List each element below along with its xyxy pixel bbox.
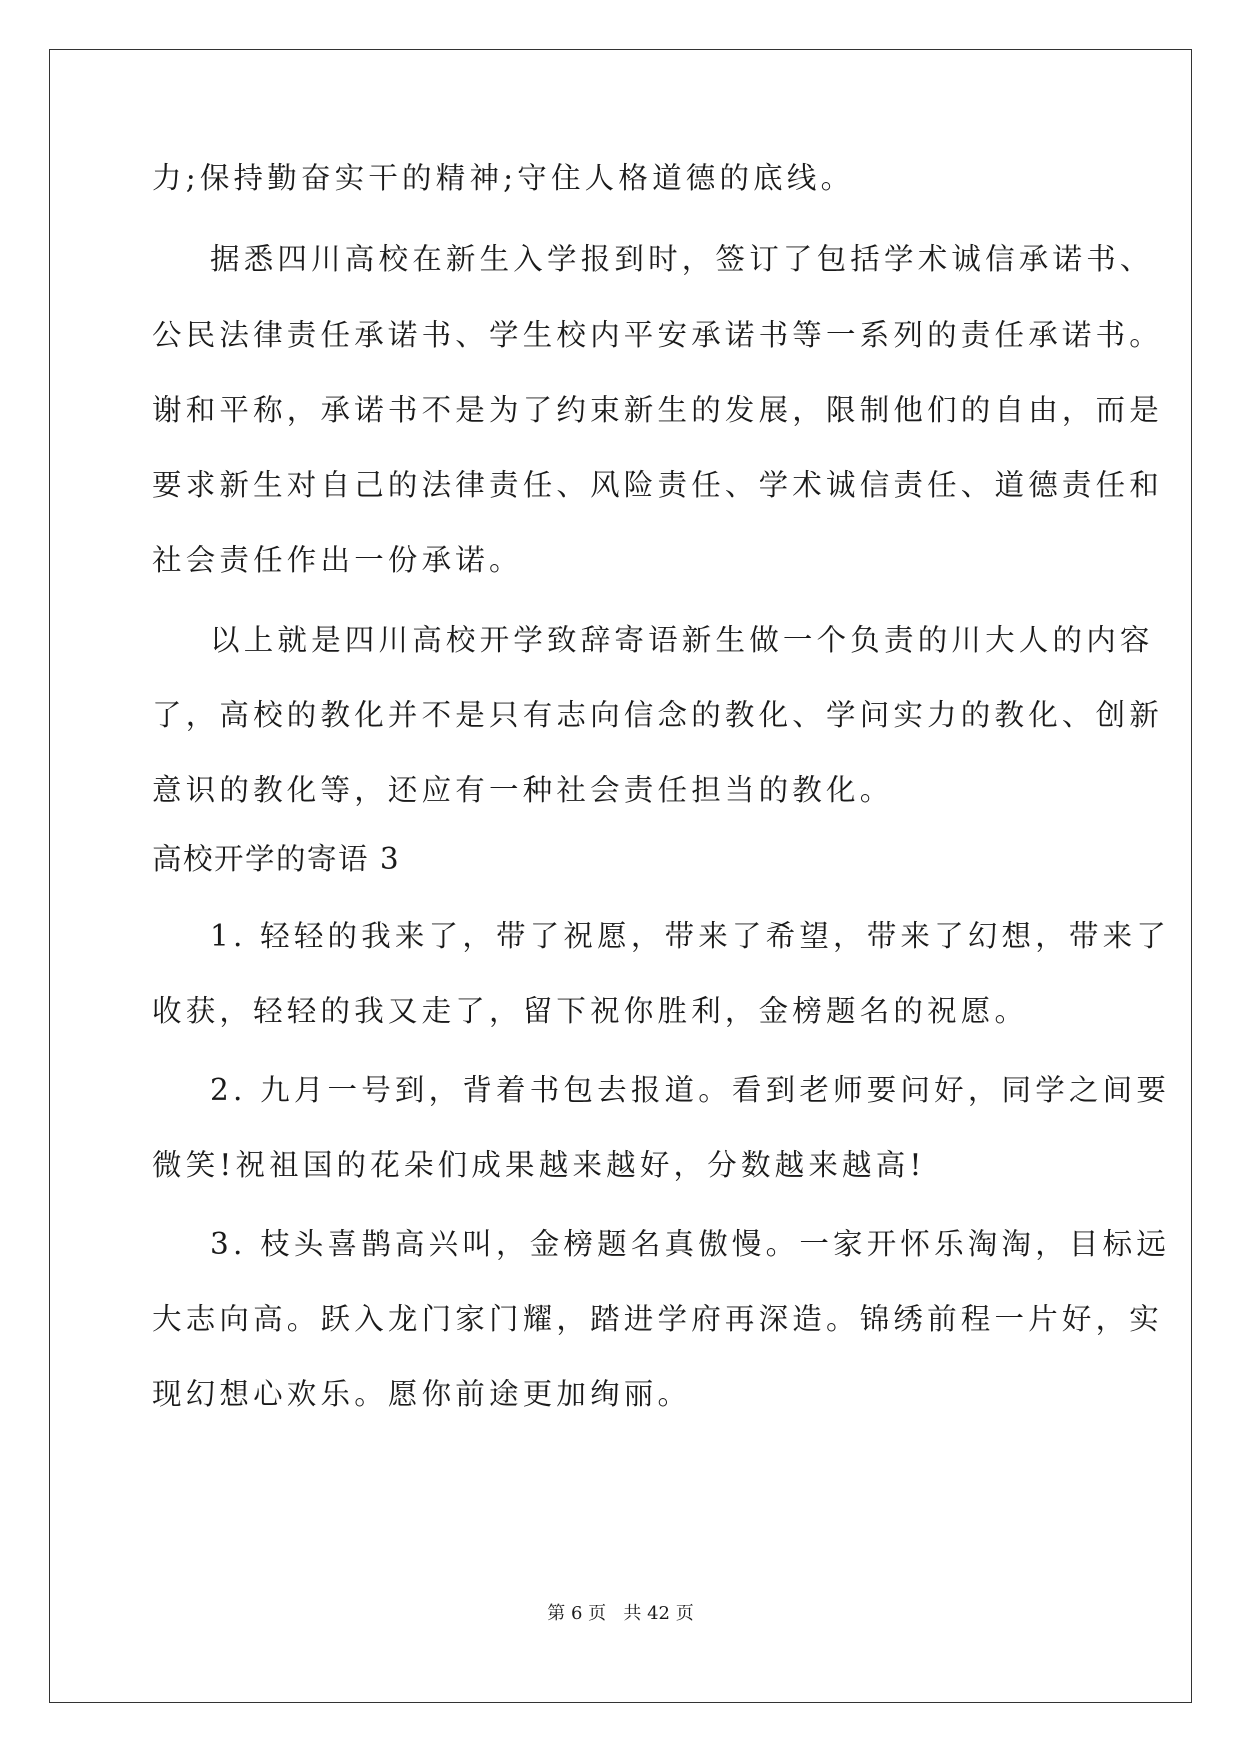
text-line: 要求新生对自己的法律责任、风险责任、学术诚信责任、道德责任和 [152, 468, 1164, 502]
text-line: 现幻想心欢乐。愿你前途更加绚丽。 [152, 1377, 692, 1411]
text-line: 大志向高。跃入龙门家门耀，踏进学府再深造。锦绣前程一片好，实 [152, 1302, 1164, 1336]
text-line: 收获，轻轻的我又走了，留下祝你胜利，金榜题名的祝愿。 [152, 994, 1029, 1028]
text-line: 了，高校的教化并不是只有志向信念的教化、学问实力的教化、创新 [152, 698, 1164, 732]
text-line: 谢和平称，承诺书不是为了约束新生的发展，限制他们的自由，而是 [152, 393, 1164, 427]
text-line: 力;保持勤奋实干的精神;守住人格道德的底线。 [152, 161, 855, 195]
text-line: 公民法律责任承诺书、学生校内平安承诺书等一系列的责任承诺书。 [152, 318, 1164, 352]
text-line: 社会责任作出一份承诺。 [152, 543, 523, 577]
list-item-3-line: 3. 枝头喜鹊高兴叫，金榜题名真傲慢。一家开怀乐淘淘，目标远 [210, 1227, 1171, 1261]
list-item-2-line: 2. 九月一号到，背着书包去报道。看到老师要问好，同学之间要 [210, 1073, 1171, 1107]
text-line: 微笑!祝祖国的花朵们成果越来越好，分数越来越高! [152, 1148, 926, 1182]
list-item-1-line: 1. 轻轻的我来了，带了祝愿，带来了希望，带来了幻想，带来了 [210, 919, 1171, 953]
paragraph-first-line: 以上就是四川高校开学致辞寄语新生做一个负责的川大人的内容 [210, 623, 1154, 657]
text-line: 意识的教化等，还应有一种社会责任担当的教化。 [152, 773, 894, 807]
page-number-footer: 第 6 页 共 42 页 [547, 1603, 694, 1624]
paragraph-first-line: 据悉四川高校在新生入学报到时，签订了包括学术诚信承诺书、 [210, 242, 1154, 276]
section-heading: 高校开学的寄语 3 [152, 842, 401, 876]
